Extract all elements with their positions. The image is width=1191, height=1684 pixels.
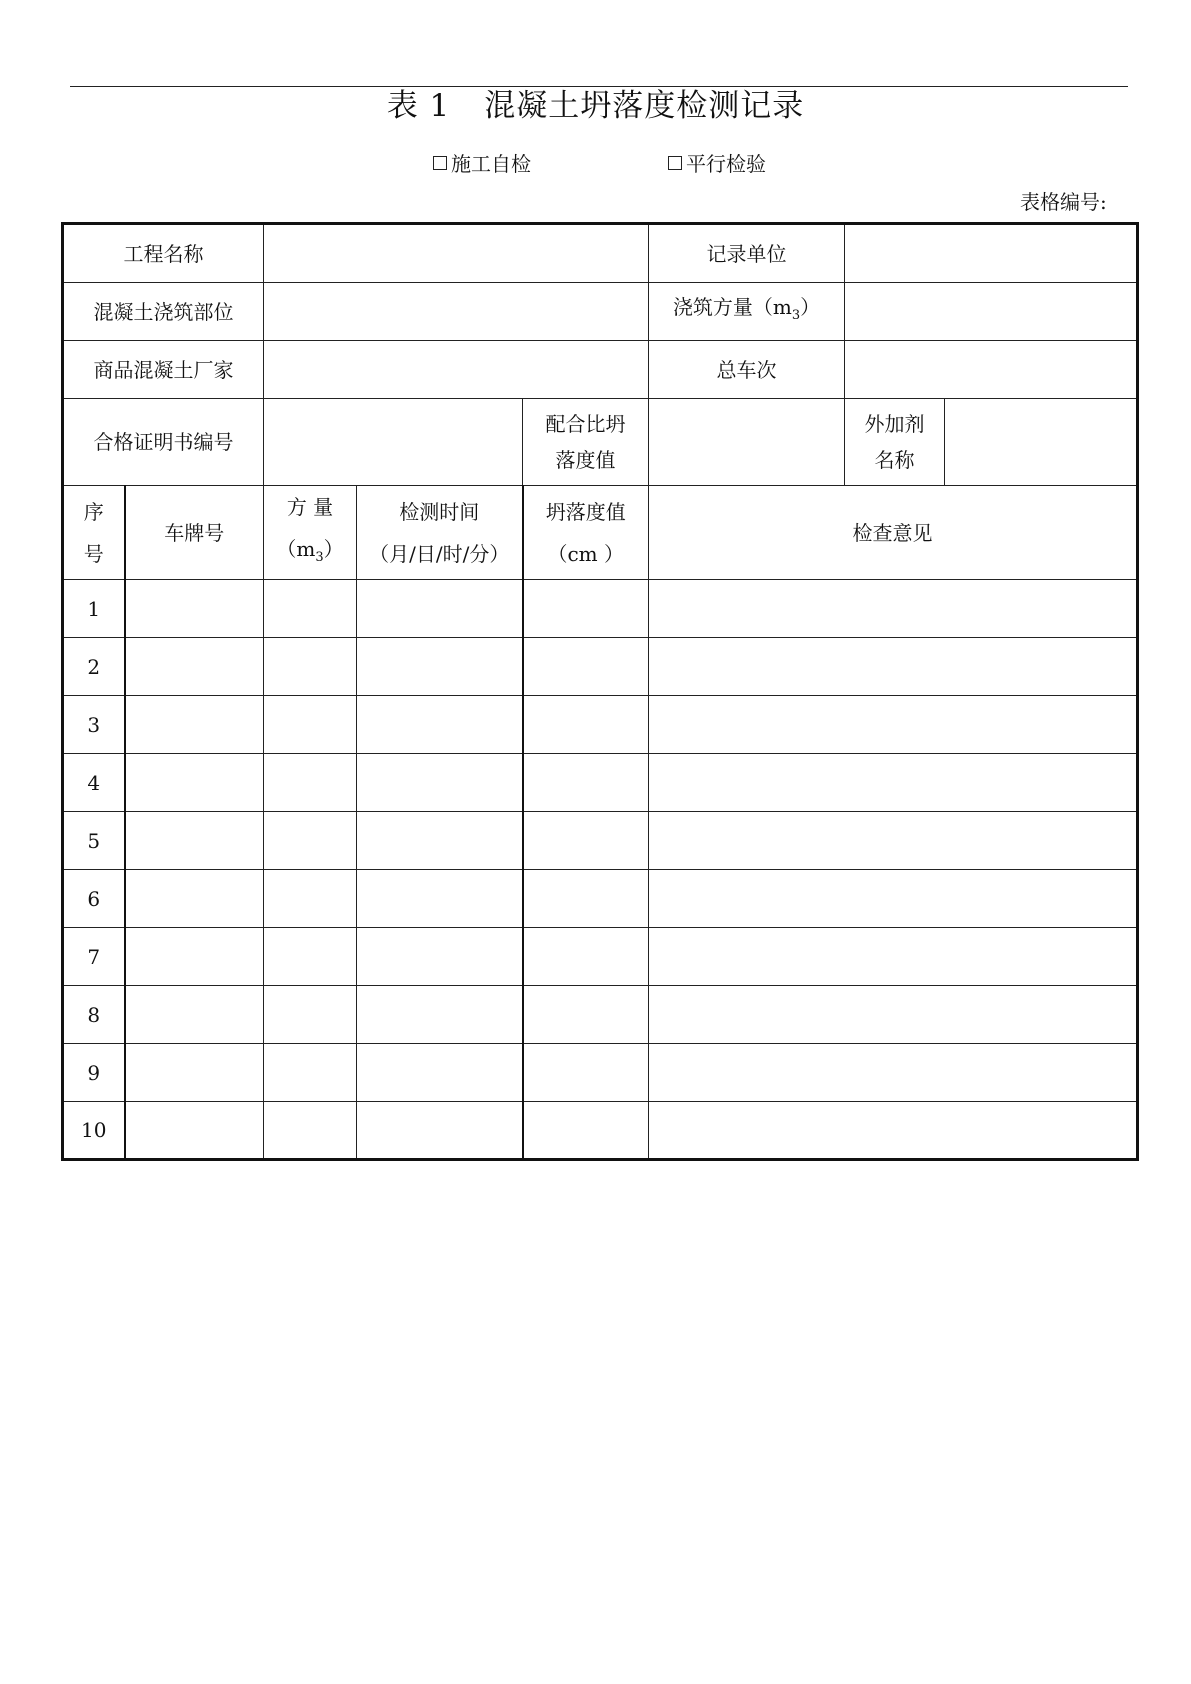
pour-volume-label: 浇筑方量$(m_3)$ <box>649 283 845 341</box>
row-volume[interactable] <box>264 580 357 638</box>
row-volume[interactable] <box>264 986 357 1044</box>
row-time[interactable] <box>357 812 523 870</box>
row-time[interactable] <box>357 580 523 638</box>
self-inspection-checkbox[interactable] <box>433 148 531 177</box>
row-opinion[interactable] <box>649 696 1138 754</box>
supplier-value[interactable] <box>264 341 649 399</box>
row-opinion[interactable] <box>649 986 1138 1044</box>
opinion-header: 检查意见 <box>649 486 1138 580</box>
row-plate[interactable] <box>125 986 264 1044</box>
volume-header: 方 量 $(m_3)$ <box>264 486 357 580</box>
pour-volume-value[interactable] <box>845 283 1138 341</box>
row-plate[interactable] <box>125 928 264 986</box>
supplier-label: 商品混凝土厂家 <box>63 341 264 399</box>
row-volume[interactable] <box>264 870 357 928</box>
row-volume[interactable] <box>264 754 357 812</box>
checkbox-icon <box>668 156 682 170</box>
pour-location-label: 混凝土浇筑部位 <box>63 283 264 341</box>
row-seq: 3 <box>63 696 125 754</box>
row-slump[interactable] <box>523 754 649 812</box>
time-header: 检测时间 （月/日/时/分） <box>357 486 523 580</box>
row-plate[interactable] <box>125 870 264 928</box>
table-row <box>63 870 1138 928</box>
table-row <box>63 928 1138 986</box>
row-slump[interactable] <box>523 928 649 986</box>
row-seq: 5 <box>63 812 125 870</box>
row-seq: 1 <box>63 580 125 638</box>
mix-slump-value[interactable] <box>649 399 845 486</box>
admixture-label: 外加剂 名称 <box>845 399 945 486</box>
row-plate[interactable] <box>125 638 264 696</box>
plate-header: 车牌号 <box>125 486 264 580</box>
project-name-label: 工程名称 <box>63 224 264 283</box>
row-seq: 7 <box>63 928 125 986</box>
row-seq: 8 <box>63 986 125 1044</box>
row-opinion[interactable] <box>649 870 1138 928</box>
table-row <box>63 1044 1138 1102</box>
total-trucks-value[interactable] <box>845 341 1138 399</box>
row-volume[interactable] <box>264 928 357 986</box>
checkbox-icon <box>433 156 447 170</box>
row-opinion[interactable] <box>649 812 1138 870</box>
row-slump[interactable] <box>523 870 649 928</box>
row-slump[interactable] <box>523 696 649 754</box>
row-seq: 10 <box>63 1102 125 1160</box>
table-row <box>63 696 1138 754</box>
slump-record-table <box>61 222 1139 1161</box>
mix-slump-label: 配合比坍 落度值 <box>523 399 649 486</box>
seq-header: 序 号 <box>63 486 125 580</box>
cert-no-label: 合格证明书编号 <box>63 399 264 486</box>
row-time[interactable] <box>357 928 523 986</box>
row-volume[interactable] <box>264 812 357 870</box>
pour-location-value[interactable] <box>264 283 649 341</box>
row-slump[interactable] <box>523 986 649 1044</box>
row-plate[interactable] <box>125 812 264 870</box>
title-text: 混凝土坍落度检测记录 <box>484 88 805 124</box>
table-row <box>63 812 1138 870</box>
row-seq: 4 <box>63 754 125 812</box>
slump-header: 坍落度值 （cm ） <box>523 486 649 580</box>
table-row <box>63 986 1138 1044</box>
row-volume[interactable] <box>264 638 357 696</box>
row-plate[interactable] <box>125 696 264 754</box>
admixture-value[interactable] <box>945 399 1138 486</box>
row-time[interactable] <box>357 986 523 1044</box>
project-name-value[interactable] <box>264 224 649 283</box>
table-row <box>63 580 1138 638</box>
row-time[interactable] <box>357 1102 523 1160</box>
row-slump[interactable] <box>523 580 649 638</box>
parallel-inspection-label: 平行检验 <box>686 152 766 176</box>
row-plate[interactable] <box>125 754 264 812</box>
table-row <box>63 1102 1138 1160</box>
cert-no-value[interactable] <box>264 399 523 486</box>
row-slump[interactable] <box>523 812 649 870</box>
row-time[interactable] <box>357 870 523 928</box>
row-time[interactable] <box>357 1044 523 1102</box>
title-prefix: 表 1 <box>386 88 451 124</box>
row-plate[interactable] <box>125 1102 264 1160</box>
row-seq: 2 <box>63 638 125 696</box>
row-opinion[interactable] <box>649 754 1138 812</box>
row-opinion[interactable] <box>649 1044 1138 1102</box>
parallel-inspection-checkbox[interactable] <box>668 148 766 177</box>
table-row <box>63 638 1138 696</box>
row-volume[interactable] <box>264 1044 357 1102</box>
form-number-label: 表格编号: <box>1020 190 1107 214</box>
row-slump[interactable] <box>523 638 649 696</box>
row-slump[interactable] <box>523 1044 649 1102</box>
record-unit-value[interactable] <box>845 224 1138 283</box>
row-opinion[interactable] <box>649 638 1138 696</box>
row-plate[interactable] <box>125 1044 264 1102</box>
row-time[interactable] <box>357 696 523 754</box>
row-seq: 9 <box>63 1044 125 1102</box>
row-plate[interactable] <box>125 580 264 638</box>
row-volume[interactable] <box>264 696 357 754</box>
table-row <box>63 754 1138 812</box>
row-volume[interactable] <box>264 1102 357 1160</box>
row-slump[interactable] <box>523 1102 649 1160</box>
row-seq: 6 <box>63 870 125 928</box>
row-opinion[interactable] <box>649 1102 1138 1160</box>
row-time[interactable] <box>357 754 523 812</box>
self-inspection-label: 施工自检 <box>451 152 531 176</box>
record-unit-label: 记录单位 <box>649 224 845 283</box>
row-time[interactable] <box>357 638 523 696</box>
page-title <box>0 80 1191 125</box>
total-trucks-label: 总车次 <box>649 341 845 399</box>
row-opinion[interactable] <box>649 580 1138 638</box>
row-opinion[interactable] <box>649 928 1138 986</box>
